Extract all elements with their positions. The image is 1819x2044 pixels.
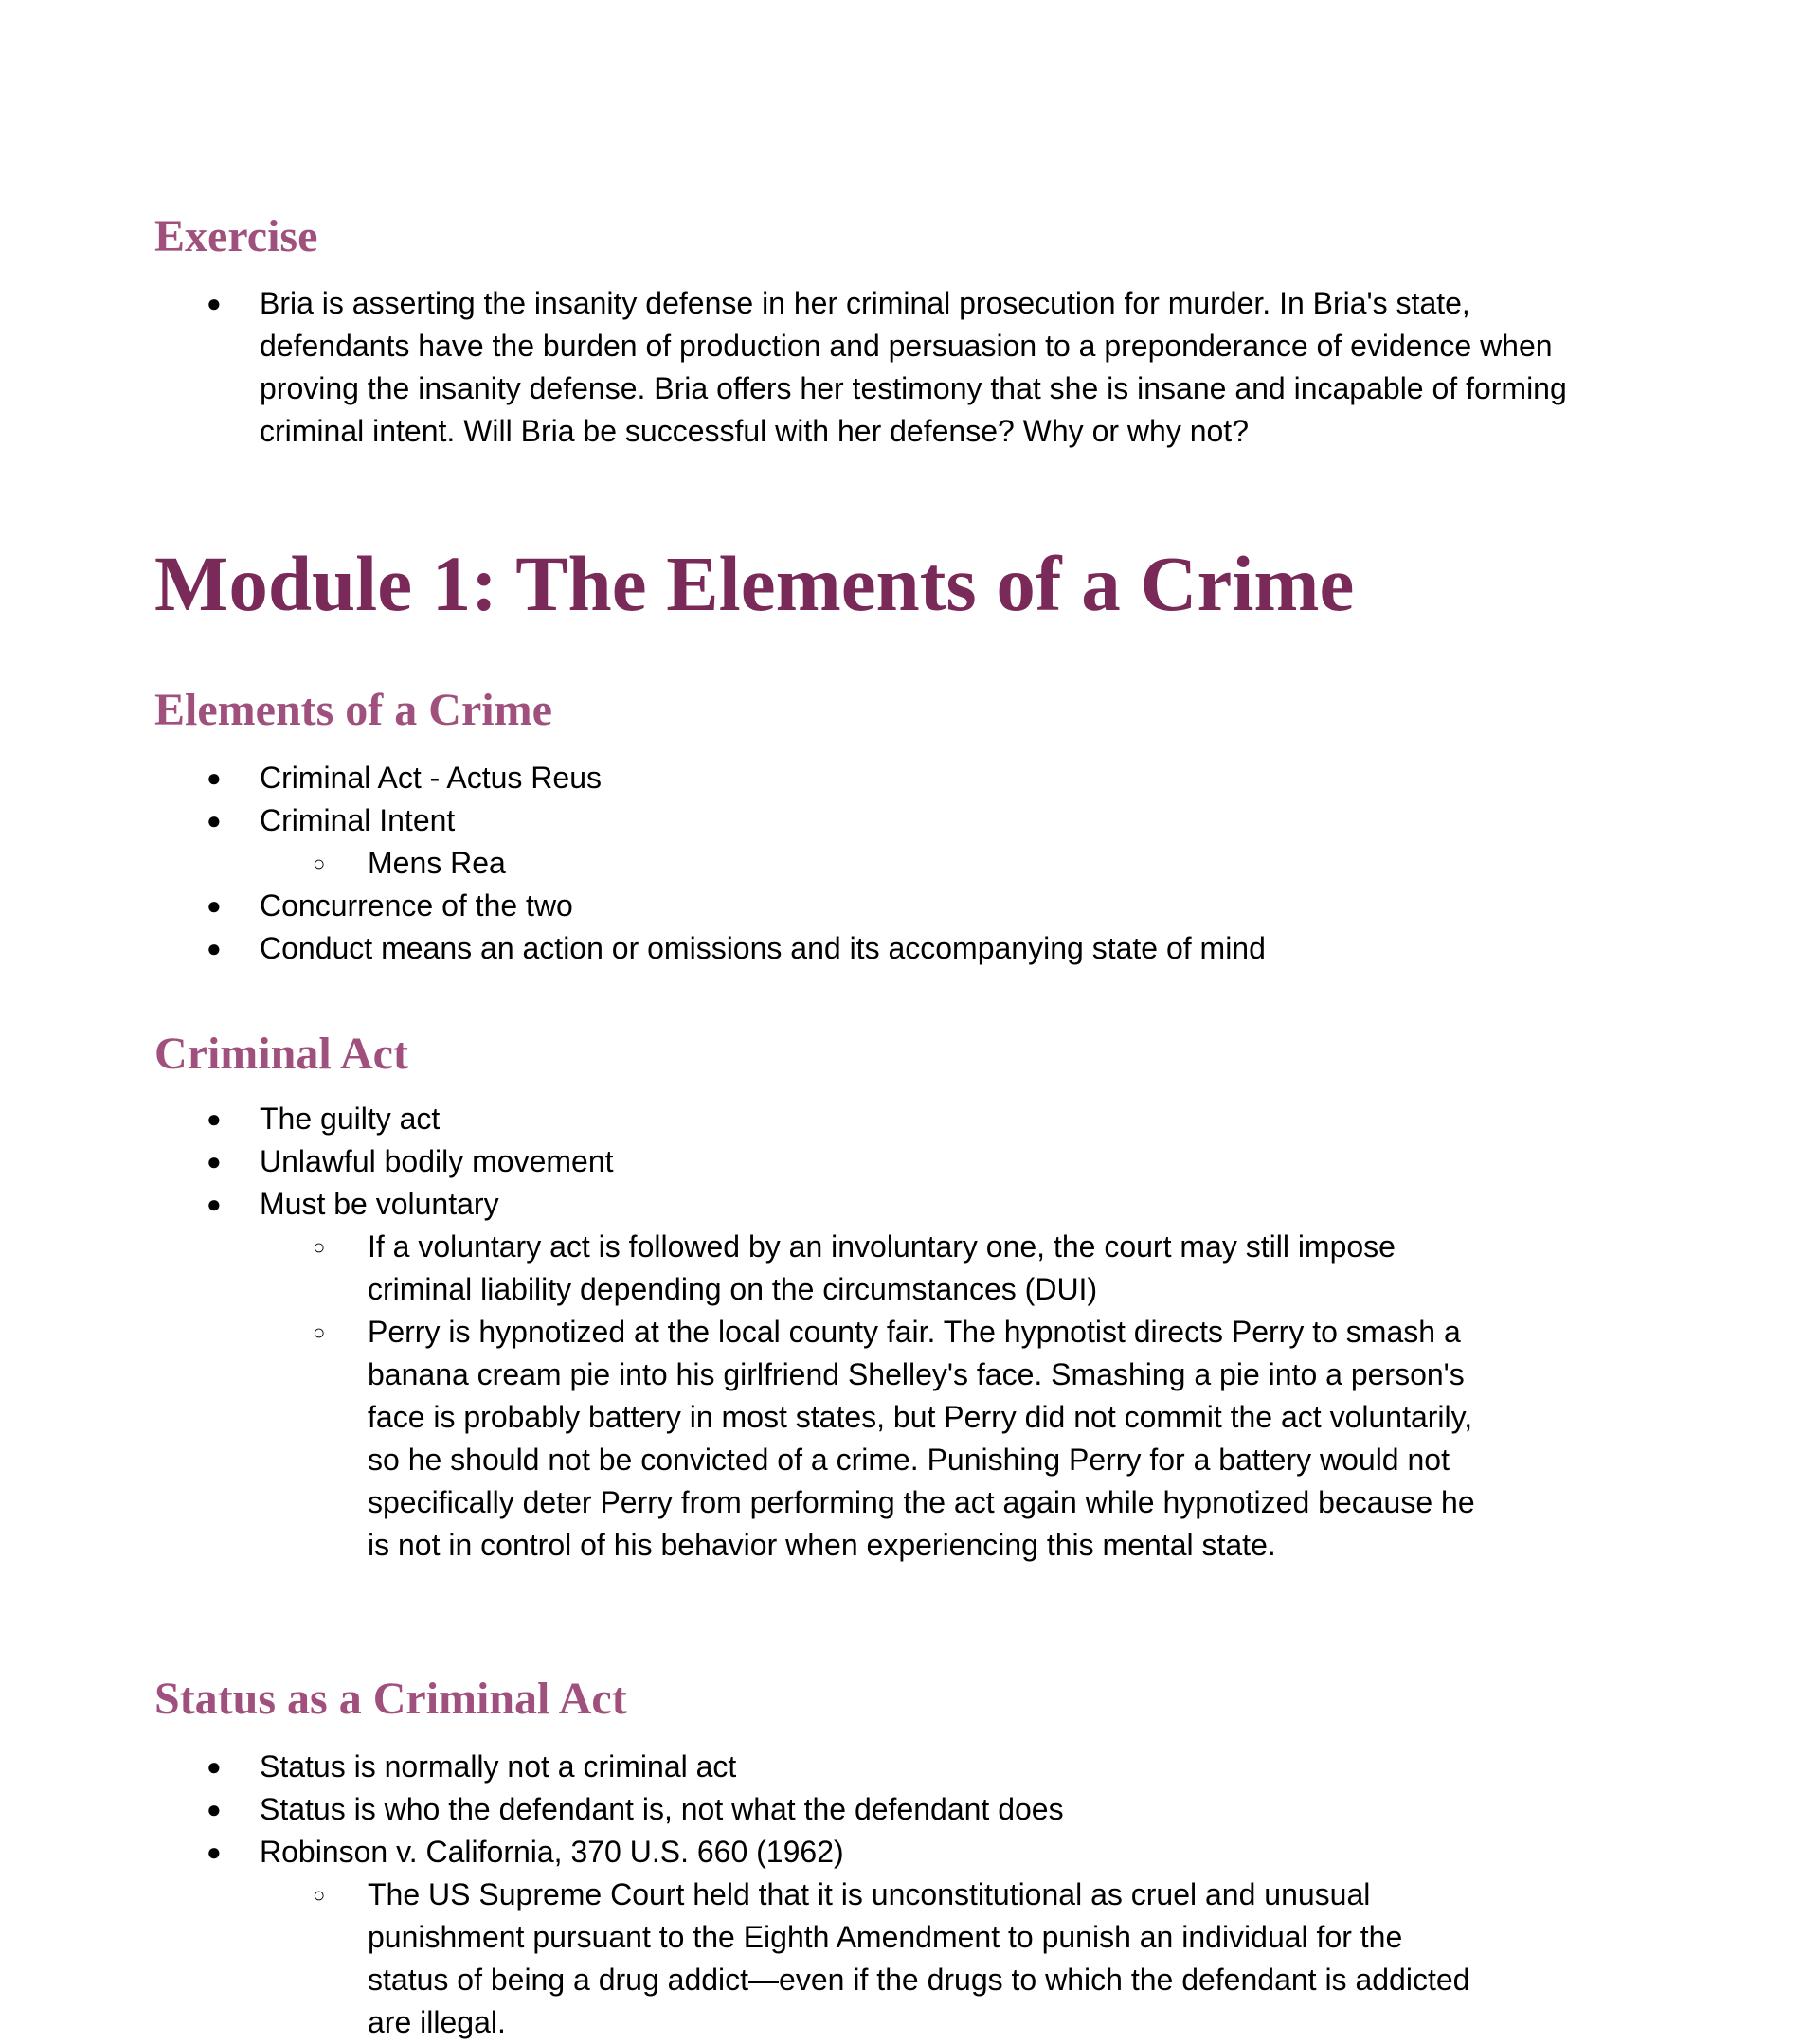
list-item-text: Unlawful bodily movement [260, 1144, 614, 1178]
list-item [154, 282, 1586, 453]
sub-list-item [154, 1874, 1482, 2044]
bullet-icon: ● [207, 1190, 222, 1218]
sub-list-item [154, 842, 1586, 885]
bullet-icon: ● [207, 1752, 222, 1781]
list-item-text: Concurrence of the two [260, 888, 573, 923]
status-list [154, 1746, 1538, 2044]
sub-list-item [154, 1226, 1482, 1311]
bullet-icon: ● [207, 289, 222, 317]
section-heading-elements: Elements of a Crime [154, 685, 552, 735]
sub-list-item [154, 1311, 1482, 1567]
criminal-act-list [154, 1098, 1538, 1567]
hollow-bullet-icon: ○ [313, 1235, 326, 1259]
list-item [154, 757, 1586, 799]
bullet-icon: ● [207, 763, 222, 792]
list-item [154, 1746, 1586, 1788]
list-item [154, 1788, 1586, 1831]
list-item-text: Status is who the defendant is, not what the defendant does [260, 1792, 1064, 1826]
list-item [154, 1831, 1586, 1874]
sub-list-item-text: Perry is hypnotized at the local county fair. The hypnotist directs Perry to smash a banana cream pie into his girlfriend Shelley's face. Smashing a pie into a person's face is probably battery in most states, but Perry did not commit the act voluntarily, so he should not be convicted of a crime. Punishing Perry for a battery would not specifically deter Perry from performing the act again while hypnotized because he is not in control of his behavior when experiencing this mental state. [368, 1315, 1475, 1562]
list-item-text: Bria is asserting the insanity defense in her criminal prosecution for murder. In Bria's state, defendants have the burden of production and persuasion to a preponderance of evidence when proving the insanity defense. Bria offers her testimony that she is insane and incapable of forming criminal intent. Will Bria be successful with her defense? Why or why not? [260, 286, 1567, 448]
list-item [154, 1140, 1586, 1183]
list-item [154, 1098, 1586, 1140]
section-heading-criminal-act: Criminal Act [154, 1029, 408, 1079]
section-heading-status: Status as a Criminal Act [154, 1674, 627, 1724]
list-item-text: Robinson v. California, 370 U.S. 660 (1962) [260, 1835, 844, 1869]
sub-list-item-text: Mens Rea [368, 846, 506, 880]
bullet-icon: ● [207, 934, 222, 962]
list-item [154, 927, 1586, 970]
list-item-text: Must be voluntary [260, 1187, 499, 1221]
list-item [154, 1183, 1586, 1226]
module-title: Module 1: The Elements of a Crime [154, 540, 1355, 627]
list-item-text: Criminal Intent [260, 803, 456, 837]
hollow-bullet-icon: ○ [313, 852, 326, 875]
bullet-icon: ● [207, 1838, 222, 1866]
sub-list-item-text: The US Supreme Court held that it is unconstitutional as cruel and unusual punishment pursuant to the Eighth Amendment to punish an individual for the status of being a drug addict—even if the drugs to which the defendant is addicted are illegal. [368, 1877, 1470, 2039]
list-item [154, 799, 1586, 842]
sub-list-item-text: If a voluntary act is followed by an involuntary one, the court may still impose criminal liability depending on the circumstances (DUI) [368, 1229, 1396, 1306]
hollow-bullet-icon: ○ [313, 1883, 326, 1907]
hollow-bullet-icon: ○ [313, 1320, 326, 1344]
bullet-icon: ● [207, 1147, 222, 1175]
bullet-icon: ● [207, 806, 222, 834]
list-item-text: The guilty act [260, 1102, 441, 1136]
list-item [154, 885, 1586, 927]
exercise-list [154, 282, 1567, 453]
list-item-text: Conduct means an action or omissions and its accompanying state of mind [260, 931, 1266, 965]
elements-list [154, 757, 1538, 970]
bullet-icon: ● [207, 1104, 222, 1133]
list-item-text: Criminal Act - Actus Reus [260, 761, 602, 795]
section-heading-exercise: Exercise [154, 211, 318, 261]
bullet-icon: ● [207, 1795, 222, 1823]
bullet-icon: ● [207, 891, 222, 920]
list-item-text: Status is normally not a criminal act [260, 1749, 737, 1784]
